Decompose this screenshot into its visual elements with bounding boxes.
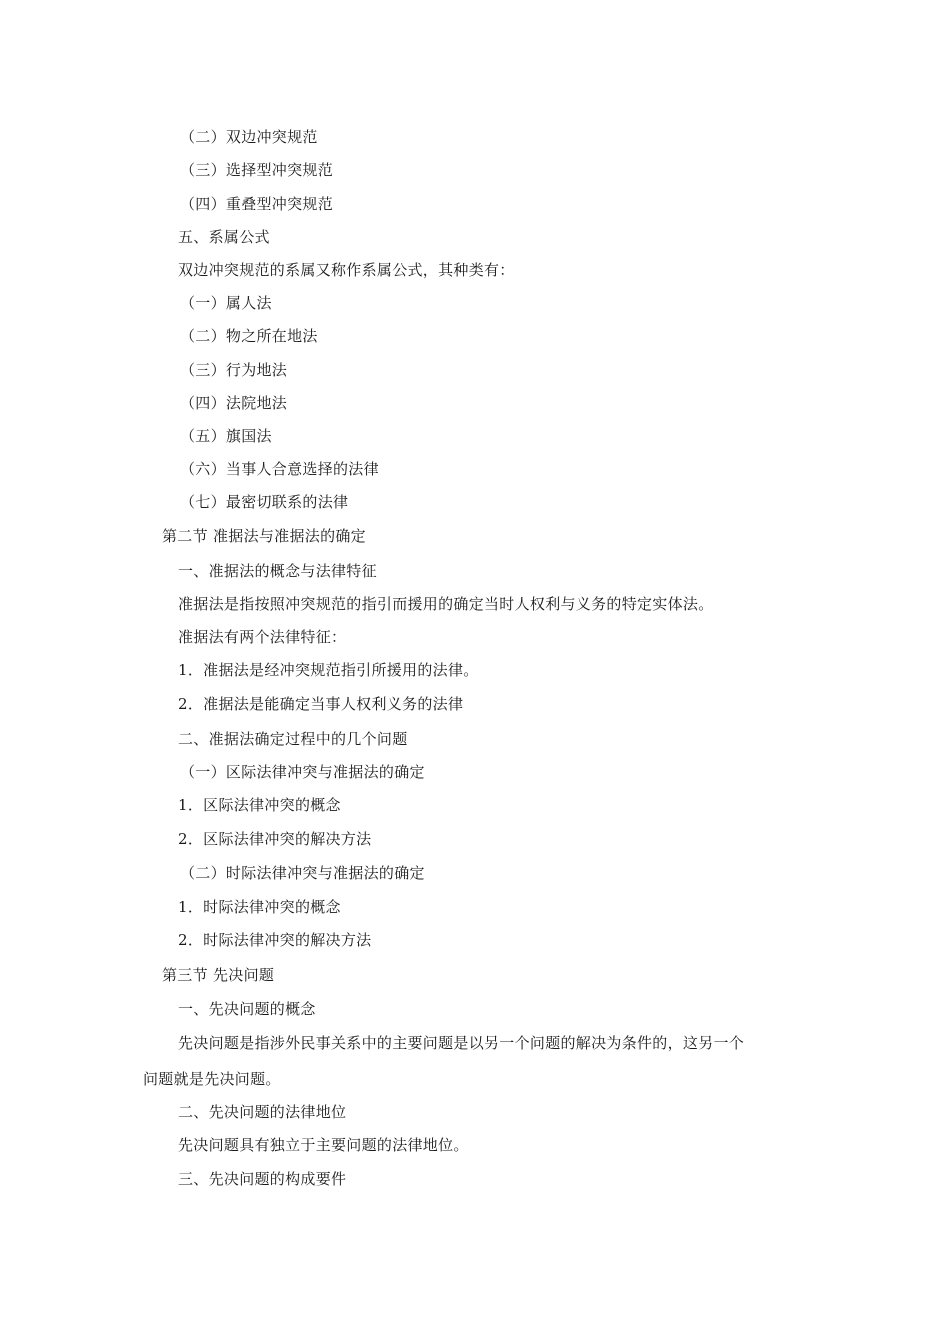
numbered-item: 2．时际法律冲突的解决方法 bbox=[178, 931, 372, 949]
section-heading: 五、系属公式 bbox=[178, 228, 270, 246]
subsection-item: （一）区际法律冲突与准据法的确定 bbox=[180, 763, 425, 781]
numbered-item: 1．准据法是经冲突规范指引所援用的法律。 bbox=[178, 661, 479, 679]
section-heading: 二、先决问题的法律地位 bbox=[178, 1103, 347, 1121]
subsection-item: （五）旗国法 bbox=[180, 427, 272, 445]
body-paragraph: 准据法有两个法律特征： bbox=[178, 628, 347, 646]
subsection-item: （三）行为地法 bbox=[180, 361, 288, 379]
chapter-section-title: 第二节 准据法与准据法的确定 bbox=[162, 527, 366, 545]
chapter-section-title: 第三节 先决问题 bbox=[162, 966, 275, 984]
numbered-item: 2．区际法律冲突的解决方法 bbox=[178, 830, 372, 848]
section-heading: 二、准据法确定过程中的几个问题 bbox=[178, 730, 408, 748]
body-paragraph: 双边冲突规范的系属又称作系属公式，其种类有： bbox=[178, 261, 515, 279]
subsection-item: （二）物之所在地法 bbox=[180, 327, 318, 345]
section-heading: 三、先决问题的构成要件 bbox=[178, 1170, 347, 1188]
body-paragraph: 先决问题是指涉外民事关系中的主要问题是以另一个问题的解决为条件的，这另一个 bbox=[178, 1034, 745, 1052]
subsection-item: （六）当事人合意选择的法律 bbox=[180, 460, 379, 478]
subsection-item: （二）双边冲突规范 bbox=[180, 128, 318, 146]
body-paragraph: 先决问题具有独立于主要问题的法律地位。 bbox=[178, 1136, 469, 1154]
numbered-item: 2．准据法是能确定当事人权利义务的法律 bbox=[178, 695, 464, 713]
numbered-item: 1．时际法律冲突的概念 bbox=[178, 898, 341, 916]
body-paragraph: 准据法是指按照冲突规范的指引而援用的确定当时人权利与义务的特定实体法。 bbox=[178, 595, 714, 613]
section-heading: 一、准据法的概念与法律特征 bbox=[178, 562, 377, 580]
subsection-item: （一）属人法 bbox=[180, 294, 272, 312]
subsection-item: （二）时际法律冲突与准据法的确定 bbox=[180, 864, 425, 882]
numbered-item: 1．区际法律冲突的概念 bbox=[178, 796, 341, 814]
body-paragraph-continuation: 问题就是先决问题。 bbox=[143, 1070, 281, 1088]
subsection-item: （四）重叠型冲突规范 bbox=[180, 195, 334, 213]
subsection-item: （三）选择型冲突规范 bbox=[180, 161, 334, 179]
section-heading: 一、先决问题的概念 bbox=[178, 1000, 316, 1018]
subsection-item: （四）法院地法 bbox=[180, 394, 288, 412]
subsection-item: （七）最密切联系的法律 bbox=[180, 493, 349, 511]
